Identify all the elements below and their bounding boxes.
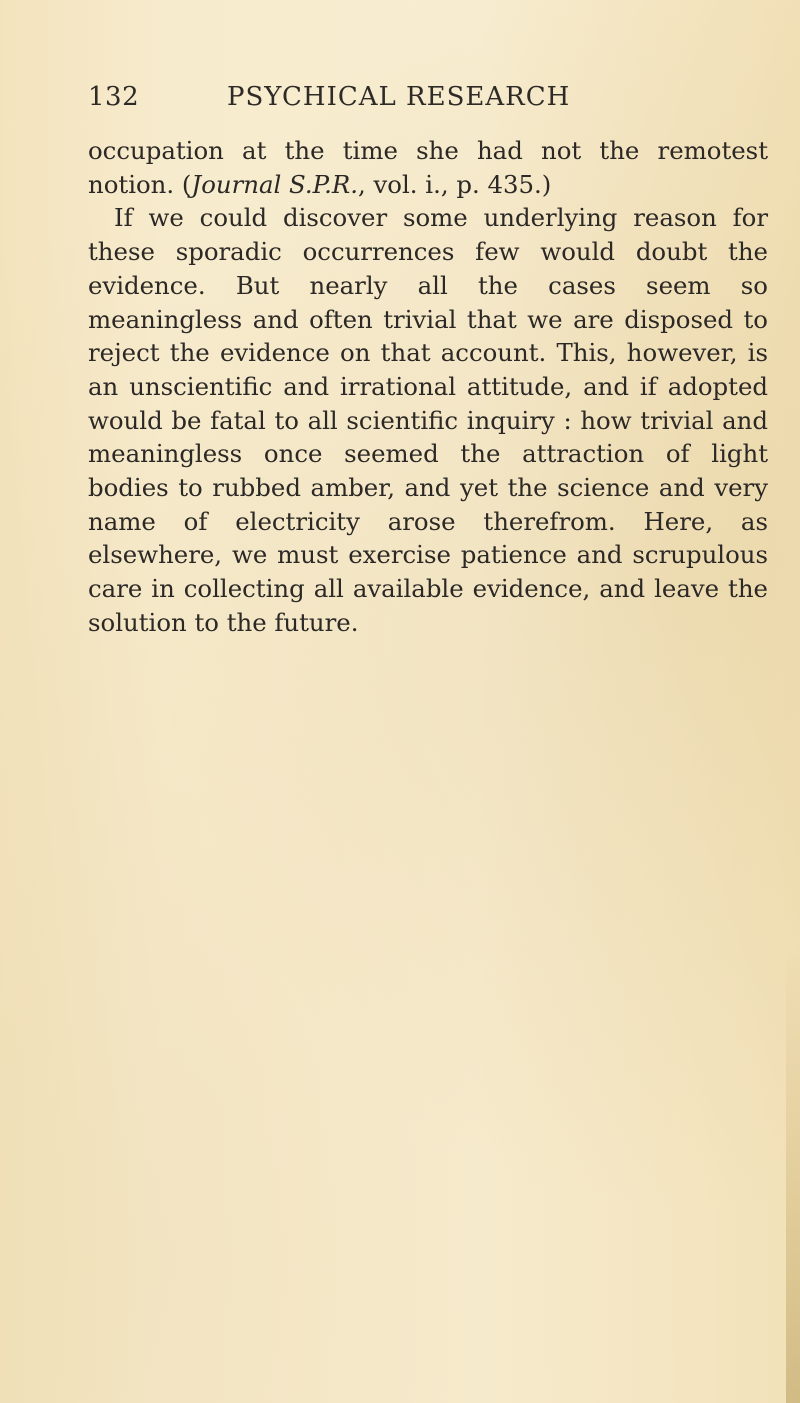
paragraph-1 [88, 134, 768, 201]
page-edge-stain [786, 950, 800, 1403]
journal-citation: Journal S.P.R. [191, 169, 358, 199]
body-text [88, 134, 768, 640]
running-head [88, 82, 768, 122]
paragraph-2: If we could discover some underlying reason for these sporadic occurrences few would doubt the evidence. But nearly all the cases seem so meaningless and often trivial that we are disposed to reject the evidence on that account. This, however, is an unscientific and irrational attitude, and if adopted would be fatal to all scientific inquiry : how trivial and meaningless once seemed the attraction of light bodies to rubbed amber, and yet the science and very name of electricity arose therefrom. Here, as elsewhere, we must exercise patience and scrupulous care in collecting all available evidence, and leave the solution to the future. [88, 203, 768, 637]
running-title: PSYCHICAL RESEARCH [227, 82, 571, 112]
page-number: 132 [88, 82, 140, 112]
paragraph-1-text-after: , vol. i., p. 435.) [358, 169, 552, 199]
paragraph-1-text-before: occupation at the time she had not the remotest notion. ( [88, 136, 768, 199]
